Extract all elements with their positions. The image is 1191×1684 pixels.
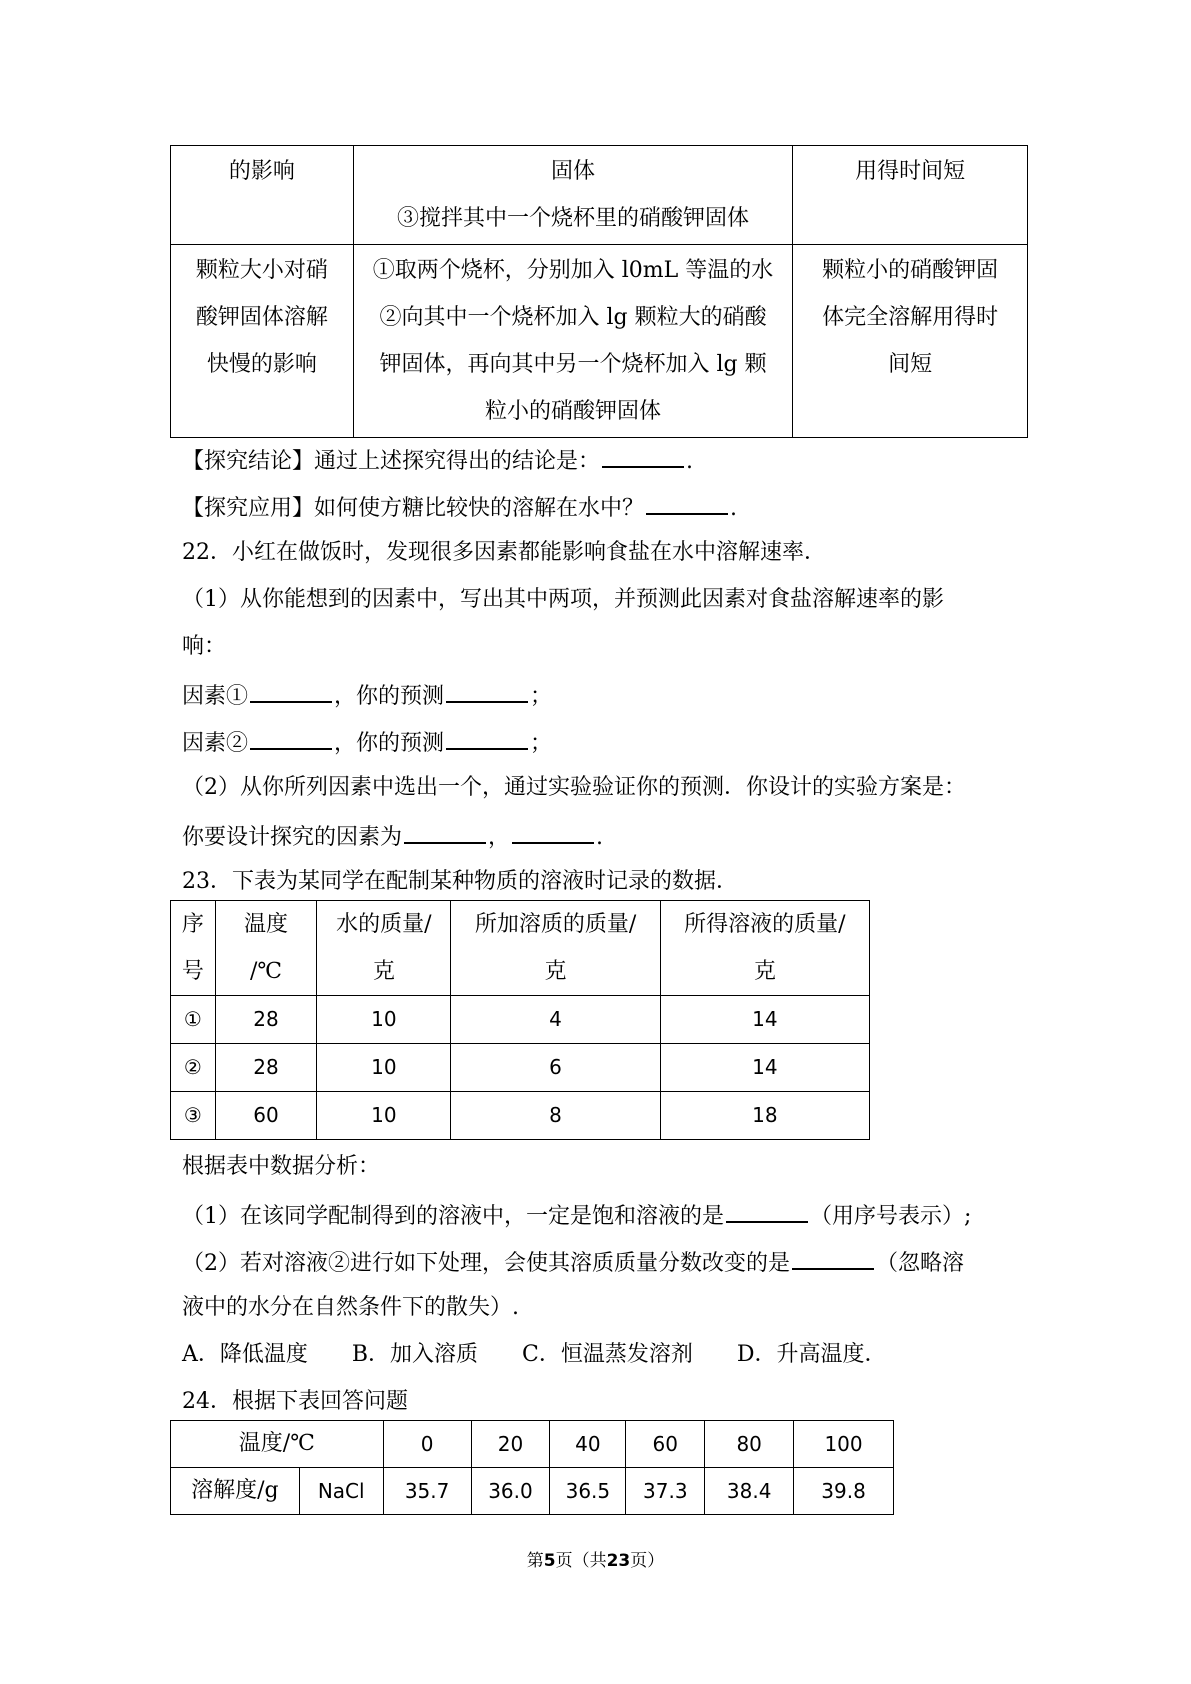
table-cell: 20 [471, 1421, 550, 1468]
table-cell: 用得时间短 [793, 146, 1028, 245]
table-cell: 颗粒小的硝酸钾固 体完全溶解用得时 间短 [793, 245, 1028, 438]
question-22-part1-cont: 响： [182, 634, 227, 659]
question-23: 23．下表为某同学在配制某种物质的溶液时记录的数据． [182, 869, 738, 894]
question-24: 24．根据下表回答问题 [182, 1389, 408, 1414]
table-cell: ① [171, 996, 216, 1044]
answer-blank[interactable] [250, 726, 332, 750]
answer-blank[interactable] [404, 820, 486, 844]
table-cell: 8 [451, 1092, 660, 1140]
table-cell: ② [171, 1044, 216, 1092]
table-header-cell: 序 号 [171, 901, 216, 996]
table-cell: 37.3 [626, 1468, 705, 1515]
answer-blank[interactable] [602, 444, 684, 468]
table-row [171, 1092, 870, 1140]
table-cell: 10 [317, 996, 451, 1044]
table-cell: 36.0 [471, 1468, 550, 1515]
table-cell: 颗粒大小对硝 酸钾固体溶解 快慢的影响 [171, 245, 354, 438]
answer-options: A．降低温度 B．加入溶质 C．恒温蒸发溶剂 D．升高温度． [182, 1342, 887, 1367]
factor-2-line: 因素② ，你的预测 ； [182, 726, 552, 759]
table-header-cell: 温度/℃ [171, 1421, 384, 1468]
table-cell: 40 [550, 1421, 626, 1468]
solution-data-table [170, 900, 870, 1140]
table-cell: 60 [626, 1421, 705, 1468]
solubility-table [170, 1420, 894, 1515]
question-22-part2-cont: 你要设计探究的因素为 ， . [182, 820, 603, 853]
question-22-part1: （1）从你能想到的因素中，写出其中两项，并预测此因素对食盐溶解速率的影 [182, 587, 944, 612]
table-cell: 80 [705, 1421, 794, 1468]
answer-blank[interactable] [646, 491, 728, 515]
table-row [171, 1468, 894, 1515]
table-cell: 14 [660, 1044, 869, 1092]
table-cell: ③ [171, 1092, 216, 1140]
conclusion-line: 【探究结论】通过上述探究得出的结论是： . [182, 444, 693, 477]
table-cell: 10 [317, 1044, 451, 1092]
table-row [171, 1044, 870, 1092]
table-cell: 14 [660, 996, 869, 1044]
table-cell: 18 [660, 1092, 869, 1140]
table-cell: 38.4 [705, 1468, 794, 1515]
table-cell: 的影响 [171, 146, 354, 245]
table-cell: 28 [215, 1044, 317, 1092]
table-cell: 35.7 [383, 1468, 471, 1515]
page-footer: 第5页（共23页） [526, 1551, 665, 1571]
table-cell: 39.8 [794, 1468, 894, 1515]
question-23-part2-cont: 液中的水分在自然条件下的散失）. [182, 1295, 519, 1320]
analysis-line: 根据表中数据分析： [182, 1154, 381, 1179]
table-row [171, 996, 870, 1044]
application-line: 【探究应用】如何使方糖比较快的溶解在水中？ . [182, 491, 737, 524]
table-header-cell: 溶解度/g [171, 1468, 300, 1515]
table-cell: 100 [794, 1421, 894, 1468]
table-header-cell: 水的质量/ 克 [317, 901, 451, 996]
answer-blank[interactable] [792, 1246, 874, 1270]
table-cell: ①取两个烧杯，分别加入 l0mL 等温的水 ②向其中一个烧杯加入 lg 颗粒大的硝酸 钾固体，再向其中另一个烧杯加入 lg 颗 粒小的硝酸钾固体 [353, 245, 792, 438]
table-cell: 固体 ③搅拌其中一个烧杯里的硝酸钾固体 [353, 146, 792, 245]
table-header-cell: 温度 /℃ [215, 901, 317, 996]
table-row [171, 146, 1028, 245]
page-total: 23 [606, 1551, 631, 1571]
question-22-part2: （2）从你所列因素中选出一个，通过实验验证你的预测．你设计的实验方案是： [182, 775, 966, 800]
table-cell: 36.5 [550, 1468, 626, 1515]
answer-blank[interactable] [446, 726, 528, 750]
table-cell: NaCl [299, 1468, 383, 1515]
table-cell: 10 [317, 1092, 451, 1140]
answer-blank[interactable] [446, 679, 528, 703]
table-cell: 4 [451, 996, 660, 1044]
table-row [171, 1421, 894, 1468]
table-cell: 60 [215, 1092, 317, 1140]
answer-blank[interactable] [250, 679, 332, 703]
factor-1-line: 因素① ，你的预测 ； [182, 679, 552, 712]
page-number: 5 [543, 1551, 556, 1571]
table-header-cell: 所加溶质的质量/ 克 [451, 901, 660, 996]
table-cell: 6 [451, 1044, 660, 1092]
question-23-part2: （2）若对溶液②进行如下处理，会使其溶质质量分数改变的是 （忽略溶 [182, 1246, 964, 1279]
table-header-row [171, 901, 870, 996]
table-header-cell: 所得溶液的质量/ 克 [660, 901, 869, 996]
table-cell: 28 [215, 996, 317, 1044]
experiment-table [170, 145, 1028, 438]
answer-blank[interactable] [512, 820, 594, 844]
question-22: 22．小红在做饭时，发现很多因素都能影响食盐在水中溶解速率． [182, 540, 826, 565]
table-row [171, 245, 1028, 438]
table-cell: 0 [383, 1421, 471, 1468]
question-23-part1: （1）在该同学配制得到的溶液中，一定是饱和溶液的是 （用序号表示）; [182, 1199, 971, 1232]
answer-blank[interactable] [726, 1199, 808, 1223]
